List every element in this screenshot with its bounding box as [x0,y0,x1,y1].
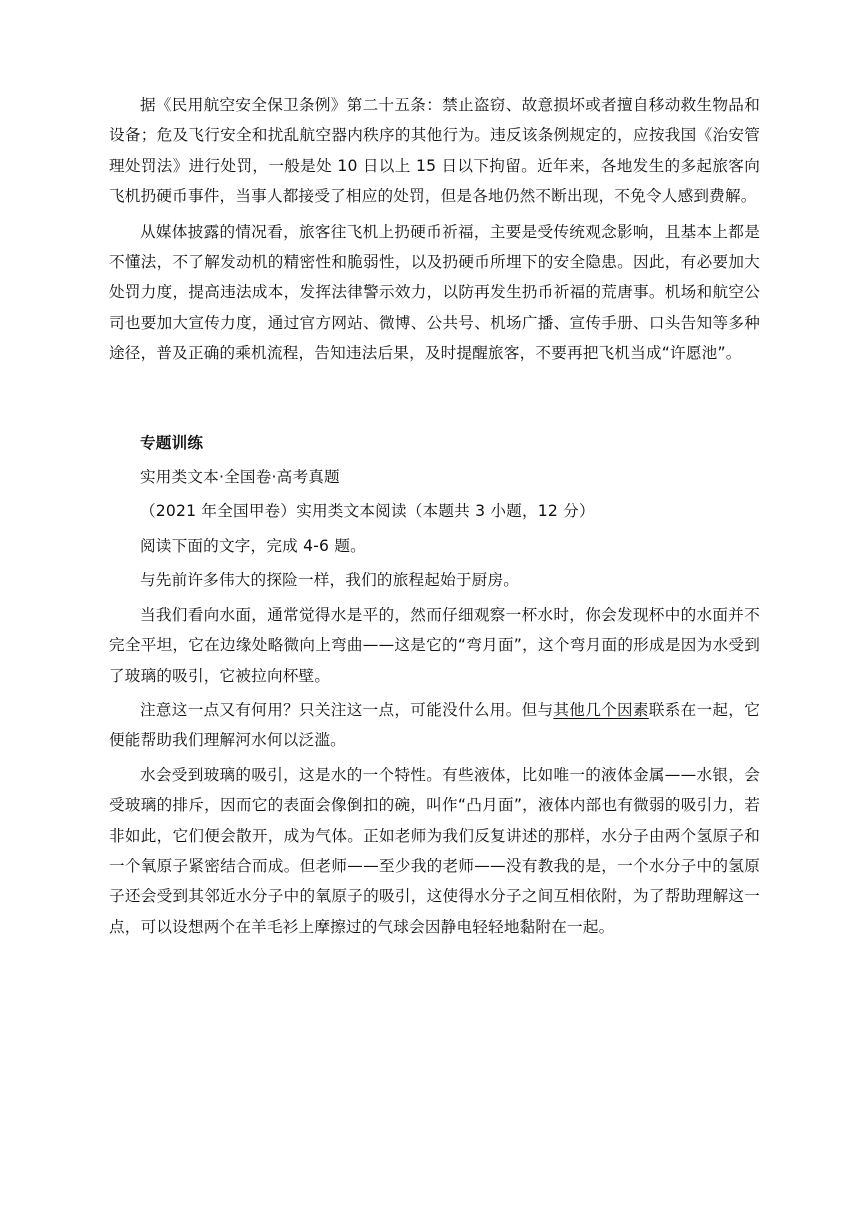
reading-instruction: 阅读下面的文字，完成 4-6 题。 [140,536,366,555]
paragraph-aviation-regulation: 据《民用航空安全保卫条例》第二十五条：禁止盗窃、故意损坏或者擅自移动救生物品和设备；危及飞行安全和扰乱航空器内秩序的其他行为。违反该条例规定的，应按我国《治安管理处罚法》进行处罚，一般是处 10 日以上 15 日以下拘留。近年来，各地发生的多起旅客向飞机扔硬币事件，当事人都接受了相应的处罚，但是各地仍然不断出现，不免令人感到费解。 [109,96,760,206]
question-header: （2021 年全国甲卷）实用类文本阅读（本题共 3 小题，12 分） [140,502,595,521]
article-paragraph-3-after: 联系在一起，它便能帮助我们理解河水何以泛滥。 [109,700,761,750]
article-paragraph-1: 与先前许多伟大的探险一样，我们的旅程起始于厨房。 [140,571,520,590]
section-title: 专题训练 [140,433,204,452]
article-paragraph-4: 水会受到玻璃的吸引，这是水的一个特性。有些液体，比如唯一的液体金属——水银，会受玻璃的排斥，因而它的表面会像倒扣的碗，叫作“凸月面”，液体内部也有微弱的吸引力，若非如此，它们便会散开，成为气体。正如老师为我们反复讲述的那样，水分子由两个氢原子和一个氧原子紧密结合而成。但老师——至少我的老师——没有教我的是，一个水分子中的氢原子还会受到其邻近水分子中的氧原子的吸引，这使得水分子之间互相依附，为了帮助理解这一点，可以设想两个在羊毛衫上摩擦过的气球会因静电轻轻地黏附在一起。 [109,765,760,936]
section-subtitle: 实用类文本·全国卷·高考真题 [140,468,340,487]
paragraph-media-analysis: 从媒体披露的情况看，旅客往飞机上扔硬币祈福，主要是受传统观念影响，且基本上都是不懂法，不了解发动机的精密性和脆弱性，以及扔硬币所埋下的安全隐患。因此，有必要加大处罚力度，提高违法成本，发挥法律警示效力，以防再发生扔币祈福的荒唐事。机场和航空公司也要加大宣传力度，通过官方网站、微博、公共号、机场广播、宣传手册、口头告知等多种途径，普及正确的乘机流程，告知违法后果，及时提醒旅客，不要再把飞机当成“许愿池”。 [109,222,760,363]
underlined-phrase: 其他几个因素 [553,700,649,719]
article-paragraph-3 [109,695,760,756]
article-paragraph-2: 当我们看向水面，通常觉得水是平的，然而仔细观察一杯水时，你会发现杯中的水面并不完全平坦，它在边缘处略微向上弯曲——这是它的“弯月面”，这个弯月面的形成是因为水受到了玻璃的吸引，它被拉向杯壁。 [109,605,760,685]
article-paragraph-3-before: 注意这一点又有何用？只关注这一点，可能没什么用。但与 [140,700,554,719]
